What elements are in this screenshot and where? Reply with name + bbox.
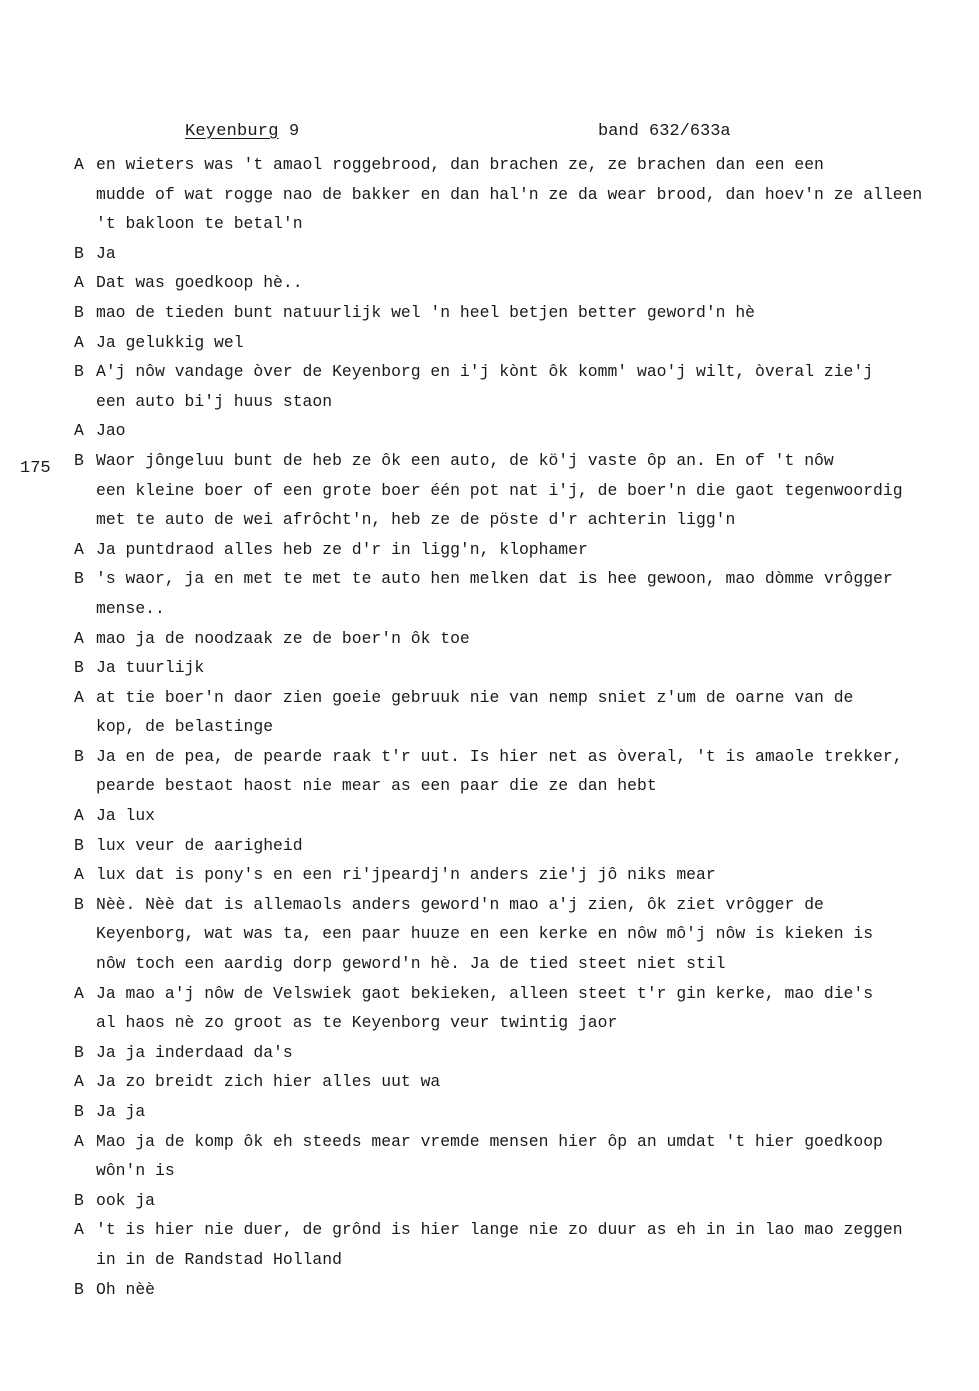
- utterance-line: Ja mao a'j nôw de Velswiek gaot bekieken, alleen steet t'r gin kerke, mao die's: [96, 983, 874, 1003]
- dialogue-turn: [74, 535, 954, 565]
- speaker-label: B: [74, 835, 84, 855]
- utterance: [96, 653, 954, 683]
- utterance: [96, 564, 954, 623]
- utterance: [96, 831, 954, 861]
- speaker-label: B: [74, 1042, 84, 1062]
- utterance-line: Ja gelukkig wel: [96, 332, 244, 352]
- utterance-line: met te auto de wei afrôcht'n, heb ze de pöste d'r achterin ligg'n: [96, 510, 736, 530]
- utterance-line: at tie boer'n daor zien goeie gebruuk nie van nemp sniet z'um de oarne van de: [96, 687, 854, 707]
- speaker-label: B: [74, 746, 84, 766]
- utterance-line: Ja ja: [96, 1102, 146, 1121]
- utterance-line: Ja lux: [96, 806, 156, 826]
- utterance-line: Oh nèè: [96, 1279, 156, 1299]
- utterance-line: Ja tuurlijk: [96, 658, 205, 678]
- utterance: [96, 1038, 954, 1068]
- utterance: [96, 239, 954, 269]
- speaker-label: B: [74, 243, 84, 263]
- utterance: [96, 742, 954, 801]
- speaker-label: B: [74, 362, 84, 382]
- transcript-body: [74, 150, 954, 1304]
- dialogue-turn: [74, 1038, 954, 1068]
- dialogue-turn: [74, 446, 954, 535]
- utterance-line: 't is hier nie duer, de grônd is hier lange nie zo duur as eh in in lao mao zeggen: [96, 1220, 903, 1240]
- utterance-line: ook ja: [96, 1190, 156, 1210]
- dialogue-turn: [74, 683, 954, 742]
- dialogue-turn: [74, 150, 954, 239]
- utterance: [96, 535, 954, 565]
- dialogue-turn: [74, 742, 954, 801]
- place-name: Keyenburg: [185, 122, 279, 141]
- speaker-label: A: [74, 865, 84, 885]
- speaker-label: B: [74, 450, 84, 470]
- speaker-label: A: [74, 539, 84, 559]
- dialogue-turn: [74, 1275, 954, 1305]
- utterance: [96, 357, 954, 416]
- dialogue-turn: [74, 801, 954, 831]
- utterance-line: lux veur de aarigheid: [96, 835, 303, 855]
- utterance-line: Mao ja de komp ôk eh steeds mear vremde mensen hier ôp an umdat 't hier goedkoop: [96, 1131, 883, 1151]
- speaker-label: A: [74, 421, 84, 441]
- dialogue-turn: [74, 1215, 954, 1274]
- utterance-line: en wieters was 't amaol roggebrood, dan brachen ze, ze brachen dan een een: [96, 155, 824, 174]
- utterance-line: 's waor, ja en met te met te auto hen melken dat is hee gewoon, mao dòmme vrôgger: [96, 569, 893, 589]
- utterance: [96, 683, 954, 742]
- speaker-label: A: [74, 1131, 84, 1151]
- utterance-line: Dat was goedkoop hè..: [96, 273, 303, 293]
- dialogue-turn: [74, 298, 954, 328]
- utterance-line: Jao: [96, 421, 126, 441]
- dialogue-turn: [74, 979, 954, 1038]
- speaker-label: A: [74, 1072, 84, 1092]
- speaker-label: B: [74, 302, 84, 322]
- utterance-line: Nèè. Nèè dat is allemaols anders geword'n mao a'j zien, ôk ziet vrôgger de: [96, 894, 824, 914]
- speaker-label: B: [74, 1190, 84, 1210]
- utterance: [96, 624, 954, 654]
- speaker-label: A: [74, 155, 84, 174]
- utterance-line: 't bakloon te betal'n: [96, 214, 303, 234]
- utterance: [96, 150, 954, 239]
- utterance: [96, 268, 954, 298]
- page-number: 9: [289, 122, 300, 141]
- speaker-label: B: [74, 1279, 84, 1299]
- utterance: [96, 1067, 954, 1097]
- dialogue-turn: [74, 1127, 954, 1186]
- utterance-line: een auto bi'j huus staon: [96, 391, 333, 411]
- band-reference: band 632/633a: [598, 122, 731, 141]
- dialogue-turn: [74, 268, 954, 298]
- utterance: [96, 1097, 954, 1127]
- dialogue-turn: [74, 831, 954, 861]
- speaker-label: B: [74, 1102, 84, 1121]
- speaker-label: B: [74, 569, 84, 589]
- speaker-label: A: [74, 332, 84, 352]
- dialogue-turn: [74, 564, 954, 623]
- utterance: [96, 298, 954, 328]
- dialogue-turn: [74, 624, 954, 654]
- utterance: [96, 1215, 954, 1274]
- speaker-label: B: [74, 658, 84, 678]
- utterance-line: nôw toch een aardig dorp geword'n hè. Ja de tied steet niet stil: [96, 954, 726, 974]
- utterance: [96, 860, 954, 890]
- utterance-line: mense..: [96, 598, 165, 618]
- utterance: [96, 979, 954, 1038]
- speaker-label: A: [74, 1220, 84, 1240]
- dialogue-turn: [74, 653, 954, 683]
- utterance-line: Ja ja inderdaad da's: [96, 1042, 293, 1062]
- utterance: [96, 446, 954, 535]
- utterance-line: mao ja de noodzaak ze de boer'n ôk toe: [96, 628, 470, 648]
- utterance-line: een kleine boer of een grote boer één pot nat i'j, de boer'n die gaot tegenwoordig: [96, 480, 903, 500]
- utterance-line: kop, de belastinge: [96, 717, 274, 737]
- utterance: [96, 801, 954, 831]
- utterance-line: Ja en de pea, de pearde raak t'r uut. Is hier net as òveral, 't is amaole trekker,: [96, 746, 903, 766]
- dialogue-turn: [74, 416, 954, 446]
- dialogue-turn: [74, 1186, 954, 1216]
- dialogue-turn: [74, 890, 954, 979]
- utterance: [96, 1127, 954, 1186]
- speaker-label: A: [74, 273, 84, 293]
- dialogue-turn: [74, 860, 954, 890]
- utterance: [96, 1275, 954, 1305]
- utterance-line: al haos nè zo groot as te Keyenborg veur twintig jaor: [96, 1013, 618, 1033]
- speaker-label: A: [74, 806, 84, 826]
- utterance-line: Ja: [96, 243, 116, 263]
- speaker-label: A: [74, 628, 84, 648]
- margin-line-number: 175: [20, 459, 51, 478]
- utterance: [96, 416, 954, 446]
- utterance-line: mao de tieden bunt natuurlijk wel 'n heel betjen better geword'n hè: [96, 302, 756, 322]
- dialogue-turn: [74, 328, 954, 358]
- utterance: [96, 890, 954, 979]
- utterance-line: Ja puntdraod alles heb ze d'r in ligg'n, klophamer: [96, 539, 588, 559]
- utterance-line: A'j nôw vandage òver de Keyenborg en i'j kònt ôk komm' wao'j wilt, òveral zie'j: [96, 362, 874, 382]
- utterance-line: pearde bestaot haost nie mear as een paar die ze dan hebt: [96, 776, 657, 796]
- utterance: [96, 1186, 954, 1216]
- dialogue-turn: [74, 239, 954, 269]
- speaker-label: B: [74, 894, 84, 914]
- utterance-line: in in de Randstad Holland: [96, 1249, 342, 1269]
- utterance-line: mudde of wat rogge nao de bakker en dan hal'n ze da wear brood, dan hoev'n ze alleen: [96, 184, 923, 204]
- utterance-line: wôn'n is: [96, 1161, 175, 1181]
- page-header-title: [185, 122, 299, 141]
- speaker-label: A: [74, 687, 84, 707]
- utterance-line: Ja zo breidt zich hier alles uut wa: [96, 1072, 441, 1092]
- utterance-line: Keyenborg, wat was ta, een paar huuze en een kerke en nôw mô'j nôw is kieken is: [96, 924, 874, 944]
- utterance-line: lux dat is pony's en een ri'jpeardj'n anders zie'j jô niks mear: [96, 865, 716, 885]
- utterance: [96, 328, 954, 358]
- utterance-line: Waor jôngeluu bunt de heb ze ôk een auto, de kö'j vaste ôp an. En of 't nôw: [96, 450, 834, 470]
- speaker-label: A: [74, 983, 84, 1003]
- dialogue-turn: [74, 1097, 954, 1127]
- dialogue-turn: [74, 357, 954, 416]
- dialogue-turn: [74, 1067, 954, 1097]
